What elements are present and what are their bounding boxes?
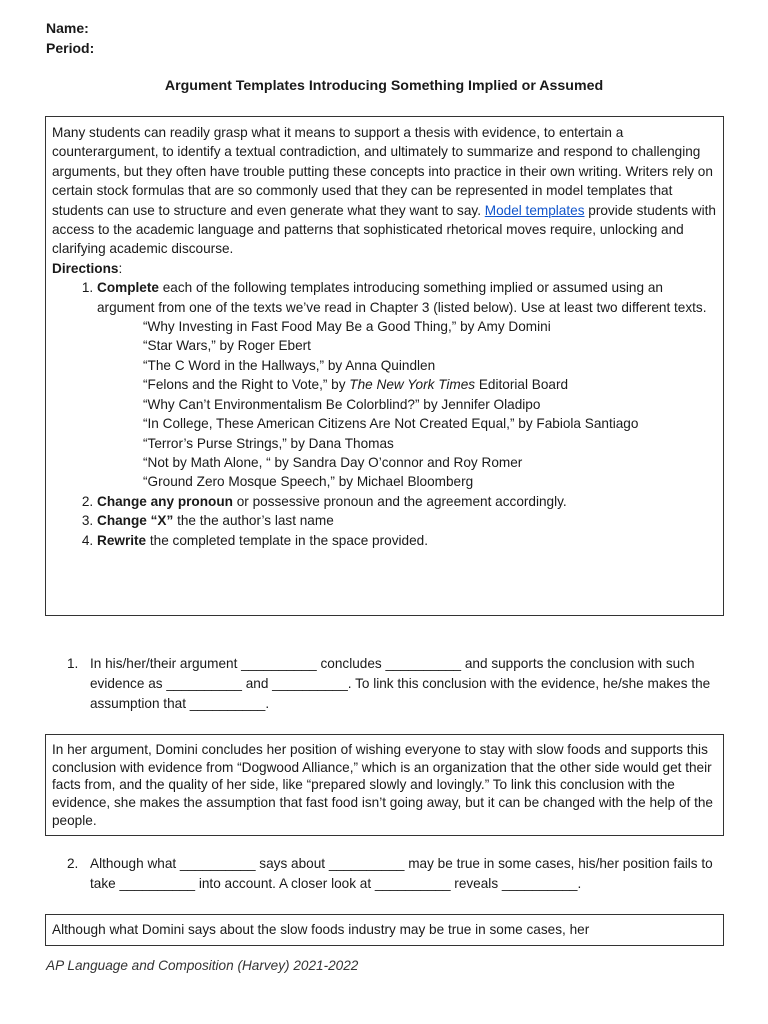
name-label: Name: xyxy=(46,20,89,36)
step-bold: Change “X” xyxy=(97,513,174,529)
answer-box-1[interactable]: In her argument, Domini concludes her position of wishing everyone to stay with slow foods and supports this conclusion with evidence from “Dogwood Alliance,” which is an organization that the other side would get their facts from, and the quality of her side, like “prepared slowly and lovingly.” To link this conclusion with the evidence, she makes the assumption that fast food isn’t going away, but it can be changed with the help of the people. xyxy=(45,734,724,836)
footer-text: AP Language and Composition (Harvey) 2021-2022 xyxy=(46,958,359,973)
text-item: “Why Investing in Fast Food May Be a Good Thing,” by Amy Domini xyxy=(143,319,551,335)
text-item-end: Editorial Board xyxy=(475,377,569,393)
intro-box xyxy=(45,116,724,616)
text-item: “In College, These American Citizens Are Not Created Equal,” by Fabiola Santiago xyxy=(143,416,639,432)
answer-box-2[interactable]: Although what Domini says about the slow foods industry may be true in some cases, her xyxy=(45,914,724,946)
question-number: 2. xyxy=(67,856,79,871)
template-question-1 xyxy=(67,654,727,714)
question-text: Although what __________ says about __________ may be true in some cases, his/her position fails to take __________ into account. A closer look at __________ reveals __________. xyxy=(90,856,713,891)
direction-step xyxy=(97,278,717,491)
text-item: “Star Wars,” by Roger Ebert xyxy=(143,338,311,354)
directions-label: Directions xyxy=(52,260,119,276)
texts-list xyxy=(97,317,717,492)
text-item: “Not by Math Alone, “ by Sandra Day O’connor and Roy Romer xyxy=(143,454,523,470)
question-number: 1. xyxy=(67,656,79,671)
intro-paragraph xyxy=(52,123,717,259)
step-text: or possessive pronoun and the agreement accordingly. xyxy=(232,493,567,509)
text-item-start: “Felons and the Right to Vote,” by xyxy=(143,377,350,393)
intro-text-1: Many students can readily grasp what it means to support a thesis with evidence, to entertain a counterargument, to identify a textual contradiction, and ultimately to summarize and respond to challenging arguments, but they often have trouble putting these concepts into practice in their own writing. Writers rely on certain stock formulas that are so commonly used that they can be represented in model templates that students can use to structure and even generate what they want to say. xyxy=(52,125,713,218)
period-label: Period: xyxy=(46,40,95,56)
step-text: the the author’s last name xyxy=(173,513,334,529)
direction-step xyxy=(97,531,717,550)
template-question-2 xyxy=(67,854,727,894)
intro-text-2: provide students with access to the academic language and patterns that sophisticated rhetorical moves require, unlocking and clarifying academic discourse. xyxy=(52,202,716,257)
text-item: “The C Word in the Hallways,” by Anna Quindlen xyxy=(143,357,436,373)
step-bold: Change any pronoun xyxy=(97,493,233,509)
model-templates-link[interactable]: Model templates xyxy=(484,202,585,218)
directions-list xyxy=(52,278,717,550)
text-item xyxy=(143,375,717,394)
directions-colon: : xyxy=(118,260,123,276)
direction-step xyxy=(97,511,717,530)
direction-step xyxy=(97,492,717,511)
step-bold: Rewrite xyxy=(97,532,147,548)
text-item-italic: The New York Times xyxy=(349,377,476,393)
step-text: the completed template in the space provided. xyxy=(146,532,428,548)
page-title: Argument Templates Introducing Something Implied or Assumed xyxy=(164,78,604,94)
directions-heading xyxy=(52,259,717,278)
text-item: “Terror’s Purse Strings,” by Dana Thomas xyxy=(143,435,394,451)
text-item: “Ground Zero Mosque Speech,” by Michael Bloomberg xyxy=(143,474,474,490)
step-text: each of the following templates introducing something implied or assumed using an argument from one of the texts we’ve read in Chapter 3 (listed below). Use at least two different texts. xyxy=(97,280,707,315)
step-bold: Complete xyxy=(97,280,159,296)
question-text: In his/her/their argument __________ concludes __________ and supports the conclusion with such evidence as __________ and __________. To link this conclusion with the evidence, he/she makes the assumption that __________. xyxy=(90,656,711,711)
text-item: “Why Can’t Environmentalism Be Colorblind?” by Jennifer Oladipo xyxy=(143,396,541,412)
